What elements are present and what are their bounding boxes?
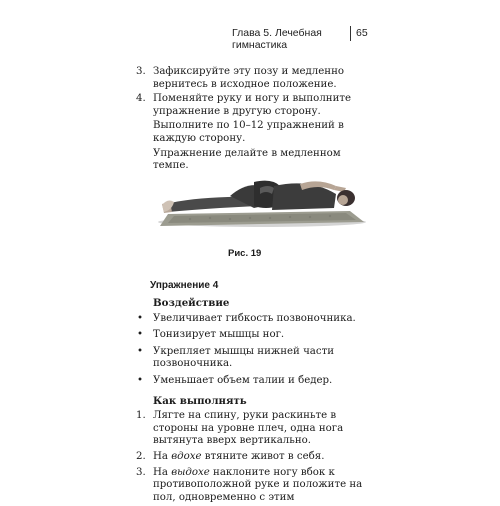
step-text: Лягте на спину, руки раскиньте в стороны на уровне плеч, одна нога вытянута вверх вертикально. bbox=[153, 410, 344, 447]
step-text: Поменяйте руку и ногу и выполните упражнение в другую сторону. bbox=[153, 93, 352, 117]
step-number: 4. bbox=[136, 93, 146, 105]
how-heading: Как выполнять bbox=[153, 394, 247, 407]
exercise-title: Упражнение 4 bbox=[150, 280, 219, 291]
effect-list bbox=[136, 313, 371, 388]
running-header bbox=[200, 26, 372, 51]
exercise-body bbox=[136, 297, 371, 506]
list-item-text: Увеличивает гибкость позвоночника. bbox=[153, 312, 356, 324]
list-item bbox=[136, 313, 371, 326]
step-number: 3. bbox=[136, 466, 146, 478]
step-item bbox=[136, 451, 371, 464]
list-item bbox=[136, 375, 371, 388]
list-item bbox=[136, 346, 371, 371]
step-text-post: наклоните ногу вбок к противоположной руке и положите на пол, одновременно с этим bbox=[153, 466, 363, 503]
page-number: 65 bbox=[356, 27, 368, 39]
step-text-post: втяните живот в себя. bbox=[201, 450, 325, 462]
bullet-icon: • bbox=[137, 374, 144, 386]
step-text: Зафиксируйте эту позу и медленно вернитесь в исходное положение. bbox=[153, 66, 345, 90]
header-divider bbox=[350, 26, 351, 41]
step-text-emphasis: вдохе bbox=[171, 450, 202, 462]
step-number: 2. bbox=[136, 450, 146, 462]
exercise-illustration bbox=[150, 164, 370, 230]
list-item-text: Укрепляет мышцы нижней части позвоночника. bbox=[153, 345, 335, 370]
paragraph: Упражнение делайте в медленном темпе. bbox=[153, 147, 341, 172]
step-text-emphasis: выдохе bbox=[171, 466, 210, 478]
bullet-icon: • bbox=[137, 345, 144, 357]
step-item bbox=[136, 410, 371, 448]
step-text-pre: На bbox=[153, 466, 172, 478]
paragraph: Выполните по 10–12 упражнений в каждую сторону. bbox=[153, 120, 344, 144]
step-item bbox=[136, 66, 371, 91]
how-steps bbox=[136, 410, 371, 504]
step-number: 3. bbox=[136, 66, 146, 77]
effect-heading: Воздействие bbox=[153, 297, 230, 309]
chapter-title: Глава 5. Лечебная гимнастика bbox=[232, 27, 322, 51]
figure-caption: Рис. 19 bbox=[228, 248, 262, 259]
step-number: 1. bbox=[136, 410, 146, 422]
list-item-text: Уменьшает объем талии и бедер. bbox=[153, 374, 333, 386]
bullet-icon: • bbox=[137, 329, 144, 341]
list-item bbox=[136, 329, 371, 342]
list-item-text: Тонизирует мышцы ног. bbox=[153, 329, 285, 341]
step-text-pre: На bbox=[153, 450, 172, 462]
step-item bbox=[136, 93, 371, 118]
bullet-icon: • bbox=[137, 312, 144, 324]
step-item bbox=[136, 467, 371, 505]
top-text-block bbox=[136, 66, 371, 173]
